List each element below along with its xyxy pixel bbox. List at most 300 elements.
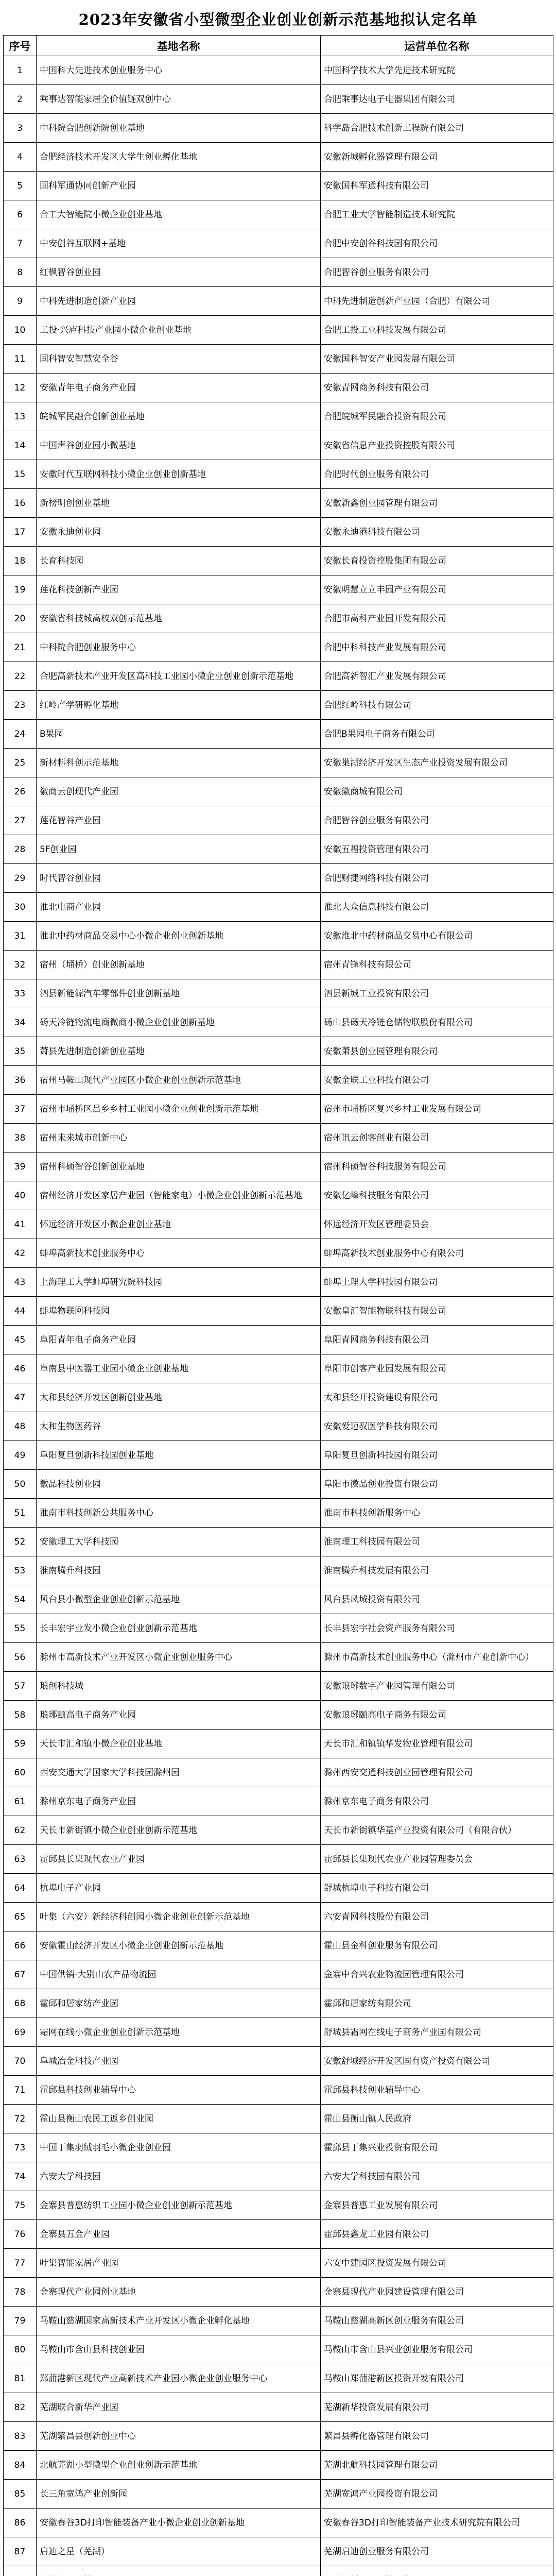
- table-row: [4, 1210, 553, 1239]
- row-index: 53: [4, 1556, 37, 1585]
- row-operator-name: 宿州青锋科技有限公司: [321, 951, 553, 979]
- row-index: 65: [4, 1903, 37, 1931]
- table-row: [4, 1960, 553, 1989]
- row-base-name: 六安大学科技园: [37, 2162, 321, 2191]
- row-index: 52: [4, 1528, 37, 1556]
- row-base-name: 安徽永迪创业园: [37, 518, 321, 547]
- row-base-name: 杭埠电子产业园: [37, 1874, 321, 1903]
- row-index: 74: [4, 2162, 37, 2191]
- row-index: 31: [4, 922, 37, 951]
- row-base-name: 中国科大先进技术创业服务中心: [37, 56, 321, 85]
- row-index: 73: [4, 2133, 37, 2162]
- row-operator-name: 合肥智谷创业服务有限公司: [321, 806, 553, 835]
- table-row: [4, 2105, 553, 2133]
- row-index: 87: [4, 2537, 37, 2566]
- row-operator-name: 合肥中安创谷科技园有限公司: [321, 229, 553, 258]
- row-operator-name: 马鞍山市含山县兴业创业服务有限公司: [321, 2335, 553, 2364]
- row-base-name: 阜阳青年电子商务产业园: [37, 1326, 321, 1354]
- row-base-name: 长三角宽鸿产业创新园: [37, 2480, 321, 2509]
- table-row: [4, 2133, 553, 2162]
- row-operator-name: 六安大学科技园有限公司: [321, 2162, 553, 2191]
- row-base-name: 太和县经济开发区创新创业基地: [37, 1383, 321, 1412]
- row-index: 3: [4, 114, 37, 143]
- table-row: [4, 1556, 553, 1585]
- row-index: 82: [4, 2393, 37, 2422]
- row-index: 38: [4, 1124, 37, 1153]
- table-row: [4, 1066, 553, 1095]
- table-row: [4, 1268, 553, 1297]
- table-row: [4, 200, 553, 229]
- row-index: 33: [4, 979, 37, 1008]
- row-operator-name: 蚌埠上理大学科技园有限公司: [321, 1268, 553, 1297]
- table-row: [4, 1239, 553, 1268]
- row-base-name: 长丰宏宇业发小微企业创业创新示范基地: [37, 1614, 321, 1643]
- row-operator-name: 霍邱县鑫龙工业园有限公司: [321, 2220, 553, 2249]
- table-row: [4, 1643, 553, 1672]
- table-row: [4, 604, 553, 633]
- header-index: 序号: [4, 36, 37, 56]
- row-index: 59: [4, 1730, 37, 1758]
- table-row: [4, 1383, 553, 1412]
- row-index: 80: [4, 2335, 37, 2364]
- row-operator-name: 合肥智谷创业服务有限公司: [321, 258, 553, 287]
- row-index: 9: [4, 287, 37, 316]
- row-index: 50: [4, 1470, 37, 1499]
- row-operator-name: 阜阳复旦创新科技园有限公司: [321, 1441, 553, 1470]
- row-base-name: 安徽青年电子商务产业园: [37, 374, 321, 402]
- row-index: 51: [4, 1499, 37, 1528]
- row-base-name: 时代智谷创业园: [37, 864, 321, 893]
- row-index: 6: [4, 200, 37, 229]
- table-row: [4, 1153, 553, 1181]
- row-index: 26: [4, 777, 37, 806]
- row-base-name: 霜网在线小微企业创业创新示范基地: [37, 2018, 321, 2047]
- row-operator-name: 砀山县砀天冷链仓储物联股份有限公司: [321, 1008, 553, 1037]
- table-row: [4, 229, 553, 258]
- row-base-name: 马鞍山市含山县科技创业园: [37, 2335, 321, 2364]
- row-base-name: 新榜明创创业基地: [37, 489, 321, 518]
- table-row: [4, 662, 553, 691]
- table-row: [4, 172, 553, 200]
- table-row: [4, 1816, 553, 1845]
- row-base-name: 金寨现代产业园创业基地: [37, 2278, 321, 2307]
- row-base-name: 天长市新街镇小微企业创业创新示范基地: [37, 1816, 321, 1845]
- row-index: 48: [4, 1412, 37, 1441]
- row-index: 8: [4, 258, 37, 287]
- table-row: [4, 2018, 553, 2047]
- row-index: 72: [4, 2105, 37, 2133]
- row-index: 16: [4, 489, 37, 518]
- table-row: [4, 1297, 553, 1326]
- row-index: 81: [4, 2364, 37, 2393]
- row-index: 21: [4, 633, 37, 662]
- row-index: 63: [4, 1845, 37, 1874]
- table-row: [4, 547, 553, 575]
- row-operator-name: 合肥B果园电子商务有限公司: [321, 720, 553, 749]
- row-base-name: 西安交通大学国家大学科技园滁州园: [37, 1758, 321, 1787]
- table-row: [4, 1614, 553, 1643]
- row-index: 4: [4, 143, 37, 172]
- row-operator-name: 宿州科硕智谷科技服务有限公司: [321, 1153, 553, 1181]
- row-operator-name: 合肥高新智汇产业发展有限公司: [321, 662, 553, 691]
- table-row: [4, 720, 553, 749]
- table-row: [4, 431, 553, 460]
- table-row: [4, 749, 553, 777]
- table-row: [4, 1470, 553, 1499]
- row-index: 68: [4, 1989, 37, 2018]
- row-index: 12: [4, 374, 37, 402]
- row-index: 30: [4, 893, 37, 922]
- row-index: 14: [4, 431, 37, 460]
- table-row: [4, 1585, 553, 1614]
- row-base-name: 淮南市科技创新公共服务中心: [37, 1499, 321, 1528]
- table-row: [4, 2076, 553, 2105]
- row-index: 45: [4, 1326, 37, 1354]
- row-operator-name: 太和县经开投资建设有限公司: [321, 1383, 553, 1412]
- table-row: [4, 316, 553, 345]
- row-base-name: 合工大智能院小微企业创业基地: [37, 200, 321, 229]
- row-operator-name: 芜湖北航科技园管理有限公司: [321, 2451, 553, 2480]
- table-row: [4, 2249, 553, 2278]
- row-base-name: 北航芜湖小型微型企业创业创新示范基地: [37, 2451, 321, 2480]
- row-base-name: 安徽霍山经济开发区小微企业创业创新示范基地: [37, 1931, 321, 1960]
- table-row: [4, 1989, 553, 2018]
- row-operator-name: 阜阳市徽品创业投资有限公司: [321, 1470, 553, 1499]
- table-row: [4, 1499, 553, 1528]
- row-index: 56: [4, 1643, 37, 1672]
- row-index: 27: [4, 806, 37, 835]
- row-operator-name: 霍邱和居家纺有限公司: [321, 1989, 553, 2018]
- table-row: [4, 2162, 553, 2191]
- row-operator-name: 合肥中科科技产业发展有限公司: [321, 633, 553, 662]
- row-base-name: B果园: [37, 720, 321, 749]
- row-operator-name: 淮南理工科技园有限公司: [321, 1528, 553, 1556]
- row-operator-name: 安徽青网商务科技有限公司: [321, 374, 553, 402]
- row-base-name: 琅琊颐高电子商务产业园: [37, 1701, 321, 1730]
- row-base-name: 阜南县中医器工业园小微企业创业基地: [37, 1354, 321, 1383]
- row-operator-name: 合肥工投工业科技发展有限公司: [321, 316, 553, 345]
- row-operator-name: 安徽舒城经济开发区国有资产投资有限公司: [321, 2047, 553, 2076]
- row-base-name: 琅创科技城: [37, 1672, 321, 1701]
- row-operator-name: 安徽省信息产业投资控股有限公司: [321, 431, 553, 460]
- row-operator-name: 合肥皖城军民融合投资有限公司: [321, 402, 553, 431]
- row-operator-name: 蚌埠高新技术创业服务中心有限公司: [321, 1239, 553, 1268]
- row-operator-name: [321, 2566, 553, 2576]
- row-operator-name: 安徽新鑫创业园管理有限公司: [321, 489, 553, 518]
- row-base-name: 霍邱县科技创业辅导中心: [37, 2076, 321, 2105]
- row-base-name: 霍山县衡山农民工返乡创业园: [37, 2105, 321, 2133]
- row-index: 15: [4, 460, 37, 489]
- row-base-name: 金寨县普惠纺织工业园小微企业创业创新示范基地: [37, 2191, 321, 2220]
- row-operator-name: 芜湖启迪创业服务有限公司: [321, 2537, 553, 2566]
- row-index: 36: [4, 1066, 37, 1095]
- row-operator-name: 安徽爱迈驭医学科技有限公司: [321, 1412, 553, 1441]
- row-index: 20: [4, 604, 37, 633]
- row-base-name: 安徽春谷3D打印智能装备产业小微企业创业创新基地: [37, 2509, 321, 2537]
- table-row: [4, 2191, 553, 2220]
- row-index: 2: [4, 85, 37, 114]
- row-index: 58: [4, 1701, 37, 1730]
- row-operator-name: 长丰县宏宇社会资产服务有限公司: [321, 1614, 553, 1643]
- table-row: [4, 1672, 553, 1701]
- row-index: 62: [4, 1816, 37, 1845]
- row-operator-name: 芜湖宽鸿产业园投资有限公司: [321, 2480, 553, 2509]
- row-base-name: 徽商云创现代产业园: [37, 777, 321, 806]
- row-index: 22: [4, 662, 37, 691]
- row-operator-name: 宿州市埇桥区复兴乡村工业发展有限公司: [321, 1095, 553, 1124]
- table-row: [4, 2335, 553, 2364]
- row-operator-name: 霍山县金科创业服务有限公司: [321, 1931, 553, 1960]
- row-operator-name: 安徽徽商城有限公司: [321, 777, 553, 806]
- table-row: [4, 2422, 553, 2451]
- row-operator-name: 繁昌县孵化器管理有限公司: [321, 2422, 553, 2451]
- row-base-name: 启迪之星（芜湖）: [37, 2537, 321, 2566]
- row-index: 60: [4, 1758, 37, 1787]
- row-index: 13: [4, 402, 37, 431]
- row-operator-name: 天长市新街镇华基产业投资有限公司（有限合伙）: [321, 1816, 553, 1845]
- row-index: 76: [4, 2220, 37, 2249]
- row-base-name: 宿州（埇桥）创业创新基地: [37, 951, 321, 979]
- table-row: [4, 2047, 553, 2076]
- row-operator-name: 阜阳市创客产业园发展有限公司: [321, 1354, 553, 1383]
- table-row: [4, 1008, 553, 1037]
- row-index: 46: [4, 1354, 37, 1383]
- row-operator-name: 合肥财捷网络科技有限公司: [321, 864, 553, 893]
- table-row: [4, 1787, 553, 1816]
- table-row: [4, 806, 553, 835]
- table-row: [4, 1845, 553, 1874]
- row-index: 1: [4, 56, 37, 85]
- row-base-name: 徽品科技创业园: [37, 1470, 321, 1499]
- row-index: 10: [4, 316, 37, 345]
- table-row: [4, 835, 553, 864]
- row-base-name: 萧县先进制造创新创业基地: [37, 1037, 321, 1066]
- row-base-name: 国科军通协同创新产业园: [37, 172, 321, 200]
- row-base-name: 安徽省科技城高校双创示范基地: [37, 604, 321, 633]
- row-operator-name: 舒城县霜网在线电子商务产业园有限公司: [321, 2018, 553, 2047]
- row-index: 78: [4, 2278, 37, 2307]
- row-index: 37: [4, 1095, 37, 1124]
- row-index: 57: [4, 1672, 37, 1701]
- row-base-name: 中科院合肥创业服务中心: [37, 633, 321, 662]
- row-index: 42: [4, 1239, 37, 1268]
- row-base-name: 霍邱县长集现代农业产业园: [37, 1845, 321, 1874]
- row-index: 83: [4, 2422, 37, 2451]
- row-base-name: 芜湖繁昌县创新创业中心: [37, 2422, 321, 2451]
- table-row: [4, 1181, 553, 1210]
- table-row: [4, 864, 553, 893]
- row-index: 39: [4, 1153, 37, 1181]
- table-row: [4, 1441, 553, 1470]
- row-operator-name: 滁州西安交通科技创业园管理有限公司: [321, 1758, 553, 1787]
- row-base-name: 国科智安智慧安全谷: [37, 345, 321, 374]
- row-index: 35: [4, 1037, 37, 1066]
- row-operator-name: 安徽金联工业科技有限公司: [321, 1066, 553, 1095]
- table-row: [4, 143, 553, 172]
- table-row: [4, 1095, 553, 1124]
- row-base-name: 中国供销·大别山农产品物流园: [37, 1960, 321, 1989]
- table-row: [4, 489, 553, 518]
- row-base-name: 上海理工大学蚌埠研究院科技园: [37, 1268, 321, 1297]
- row-base-name: 金寨县五金产业园: [37, 2220, 321, 2249]
- row-base-name: 宿州科硕智谷创新创业基地: [37, 1153, 321, 1181]
- row-operator-name: 阜阳青网商务科技有限公司: [321, 1326, 553, 1354]
- table-row: [4, 1326, 553, 1354]
- row-base-name: 工投·兴庐科技产业园小微企业创业基地: [37, 316, 321, 345]
- row-index: 66: [4, 1931, 37, 1960]
- row-operator-name: 合肥时代创业服务有限公司: [321, 460, 553, 489]
- table-row: [4, 777, 553, 806]
- row-base-name: 莲花科技创新产业园: [37, 575, 321, 604]
- row-operator-name: 淮南腾升科技发展有限公司: [321, 1556, 553, 1585]
- table-row: [4, 2537, 553, 2566]
- row-base-name: 安徽时代互联网科技小微企业创业创新基地: [37, 460, 321, 489]
- table-row: [4, 1730, 553, 1758]
- table-row: [4, 2307, 553, 2335]
- row-index: 64: [4, 1874, 37, 1903]
- row-operator-name: 安徽新城孵化器管理有限公司: [321, 143, 553, 172]
- row-base-name: 中安创谷互联网+基地: [37, 229, 321, 258]
- row-base-name: 宿州经济开发区家居产业园（智能家电）小微企业创业创新示范基地: [37, 1181, 321, 1210]
- row-index: 29: [4, 864, 37, 893]
- row-base-name: 太和生物医药谷: [37, 1412, 321, 1441]
- row-base-name: 阜城冶金科技产业园: [37, 2047, 321, 2076]
- table-row: [4, 2480, 553, 2509]
- row-index: 71: [4, 2076, 37, 2105]
- table-row: [4, 1037, 553, 1066]
- row-operator-name: 风台县凤城投资有限公司: [321, 1585, 553, 1614]
- row-operator-name: 金寨县普惠工业发展有限公司: [321, 2191, 553, 2220]
- row-base-name: 泗县新能源汽车零部件创业创新基地: [37, 979, 321, 1008]
- row-index: 47: [4, 1383, 37, 1412]
- row-index: 79: [4, 2307, 37, 2335]
- table-row: [4, 1903, 553, 1931]
- header-operator-name: 运营单位名称: [321, 36, 553, 56]
- table-row: [4, 2566, 553, 2576]
- table-row: [4, 1701, 553, 1730]
- row-index: 32: [4, 951, 37, 979]
- row-operator-name: 安徽琅琊颐高电子商务有限公司: [321, 1701, 553, 1730]
- table-row: [4, 114, 553, 143]
- table-row: [4, 575, 553, 604]
- row-index: 34: [4, 1008, 37, 1037]
- table-row: [4, 893, 553, 922]
- table-row: [4, 691, 553, 720]
- table-row: [4, 460, 553, 489]
- row-base-name: 中国丁集羽绒羽毛小微企业创业园: [37, 2133, 321, 2162]
- row-operator-name: 安徽永迪港科技有限公司: [321, 518, 553, 547]
- row-operator-name: 金寨中合兴农业物流园管理有限公司: [321, 1960, 553, 1989]
- row-base-name: 怀远经济开发区小微企业创业基地: [37, 1210, 321, 1239]
- row-operator-name: 舒城杭埠电子科技有限公司: [321, 1874, 553, 1903]
- table-row: [4, 1758, 553, 1787]
- row-index: 86: [4, 2509, 37, 2537]
- row-operator-name: 安徽国科智安产业园发展有限公司: [321, 345, 553, 374]
- row-operator-name: 滁州市高新技术创业服务中心（滁州市产业创新中心）: [321, 1643, 553, 1672]
- row-index: 67: [4, 1960, 37, 1989]
- row-index: [4, 2566, 37, 2576]
- row-base-name: 宿州市埇桥区吕乡乡村工业园小微企业创业创新示范基地: [37, 1095, 321, 1124]
- row-operator-name: 滁州京东电子商务有限公司: [321, 1787, 553, 1816]
- row-operator-name: 安徽明慧立立丰园产业有限公司: [321, 575, 553, 604]
- row-base-name: 宿州马鞍山现代产业园区小微企业创业创新示范基地: [37, 1066, 321, 1095]
- row-operator-name: 合肥工业大学智能制造技术研究院: [321, 200, 553, 229]
- row-base-name: 长育科技园: [37, 547, 321, 575]
- row-operator-name: 安徽琅琊数字产业园管理有限公司: [321, 1672, 553, 1701]
- row-operator-name: 安徽春谷3D打印智能装备产业技术研究院有限公司: [321, 2509, 553, 2537]
- row-operator-name: 霍邱县丁集兴业投资有限公司: [321, 2133, 553, 2162]
- row-index: 69: [4, 2018, 37, 2047]
- row-base-name: 风台县小微型企业创业创新示范基地: [37, 1585, 321, 1614]
- row-operator-name: 安徽皇汇智能物联科技有限公司: [321, 1297, 553, 1326]
- row-base-name: 砀天冷链物流电商微商小微企业创业创新基地: [37, 1008, 321, 1037]
- row-index: 49: [4, 1441, 37, 1470]
- row-base-name: 天长市汇和镇小微企业创业基地: [37, 1730, 321, 1758]
- row-operator-name: 宿州讯云创客创业有限公司: [321, 1124, 553, 1153]
- row-operator-name: 霍邱县长集现代农业产业园管理委员会: [321, 1845, 553, 1874]
- row-operator-name: 芜湖新华投资发展有限公司: [321, 2393, 553, 2422]
- row-index: 44: [4, 1297, 37, 1326]
- table-row: [4, 518, 553, 547]
- row-operator-name: 中国科学技术大学先进技术研究院: [321, 56, 553, 85]
- row-operator-name: 合肥市高科产业园开发有限公司: [321, 604, 553, 633]
- row-operator-name: 天长市汇和镇镇华发物业管理有限公司: [321, 1730, 553, 1758]
- table-row: [4, 1354, 553, 1383]
- table-row: [4, 922, 553, 951]
- table-header-row: [4, 36, 553, 56]
- row-base-name: 蚌埠物联网科技园: [37, 1297, 321, 1326]
- row-base-name: 芜湖联合新华产业园: [37, 2393, 321, 2422]
- row-base-name: 乘事达智能家居全价值链双创中心: [37, 85, 321, 114]
- table-row: [4, 2509, 553, 2537]
- row-index: 41: [4, 1210, 37, 1239]
- row-index: 77: [4, 2249, 37, 2278]
- header-base-name: 基地名称: [37, 36, 321, 56]
- table-row: [4, 402, 553, 431]
- row-operator-name: 霍邱县科技创业辅导中心: [321, 2076, 553, 2105]
- row-operator-name: 合肥乘事达电子电器集团有限公司: [321, 85, 553, 114]
- row-base-name: 新材料科创示范基地: [37, 749, 321, 777]
- row-base-name: 淮北中药材商品交易中心小微企业创业创新基地: [37, 922, 321, 951]
- row-base-name: 滁州京东电子商务产业园: [37, 1787, 321, 1816]
- row-base-name: 红岭产学研孵化基地: [37, 691, 321, 720]
- row-base-name: 中科先进制造创新产业园: [37, 287, 321, 316]
- row-index: 61: [4, 1787, 37, 1816]
- row-base-name: 马鞍山慈湖国家高新技术产业开发区小微企业孵化基地: [37, 2307, 321, 2335]
- row-index: 75: [4, 2191, 37, 2220]
- row-index: 5: [4, 172, 37, 200]
- row-operator-name: 安徽国科军通科技有限公司: [321, 172, 553, 200]
- row-base-name: 中科院合肥创新院创业基地: [37, 114, 321, 143]
- row-index: 84: [4, 2451, 37, 2480]
- table-row: [4, 85, 553, 114]
- row-operator-name: 安徽淮北中药材商品交易中心有限公司: [321, 922, 553, 951]
- row-base-name: 郑蒲港新区现代产业高新技术产业园小微企业创业服务中心: [37, 2364, 321, 2393]
- row-operator-name: 六安青网科技股份有限公司: [321, 1903, 553, 1931]
- table-row: [4, 2393, 553, 2422]
- row-base-name: 滁州市高新技术产业开发区小微企业创业服务中心: [37, 1643, 321, 1672]
- table-row: [4, 287, 553, 316]
- row-base-name: 莲花智谷产业园: [37, 806, 321, 835]
- row-base-name: 宿州未来城市创新中心: [37, 1124, 321, 1153]
- row-operator-name: 金寨县现代产业园建设管理有限公司: [321, 2278, 553, 2307]
- document-title: 2023年安徽省小型微型企业创业创新示范基地拟认定名单: [78, 11, 478, 28]
- row-index: 55: [4, 1614, 37, 1643]
- table-row: [4, 2220, 553, 2249]
- row-operator-name: 中科先进制造创新产业园（合肥）有限公司: [321, 287, 553, 316]
- row-base-name: 叶集智能家居产业园: [37, 2249, 321, 2278]
- row-base-name: [37, 2566, 321, 2576]
